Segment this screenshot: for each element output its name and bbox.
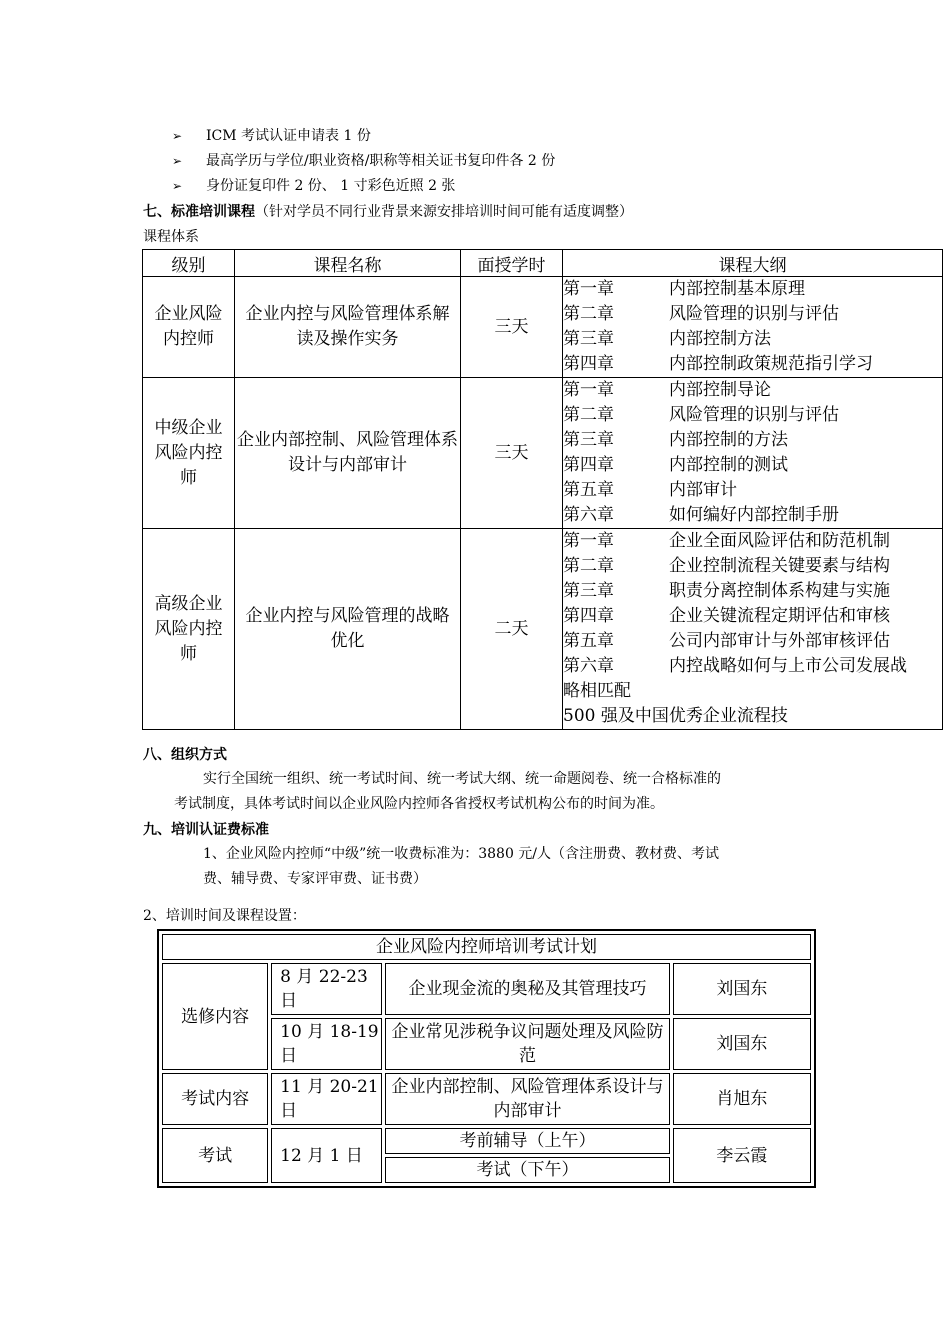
chapter-topic: 风险管理的识别与评估 [669,304,839,324]
section7-heading [143,203,633,221]
table-row [143,378,943,529]
outline-line [563,529,942,554]
level-cell: 中级企业风险内控师 [143,378,235,529]
hours-cell: 三天 [461,277,563,378]
arrow-bullet-icon: ➢ [172,179,183,193]
teacher-cell: 刘国东 [673,1018,811,1070]
chapter-label: 第六章 [563,656,614,676]
chapter-topic: 内部控制政策规范指引学习 [669,354,873,374]
table-row [162,1128,811,1154]
section9-heading [143,821,269,839]
course-cell: 企业现金流的奥秘及其管理技巧 [385,963,669,1015]
chapter-label: 第五章 [563,631,614,651]
outline-cell [563,378,943,529]
session-cell: 考前辅导（上午） [385,1128,669,1154]
header-hours: 面授学时 [461,250,563,277]
chapter-label: 第四章 [563,606,614,626]
outline-line [563,554,942,579]
table-row [162,963,811,1015]
chapter-label: 第一章 [563,531,614,551]
section9-title: 九、培训认证费标准 [143,822,269,838]
requirement-item [172,177,455,195]
header-outline: 课程大纲 [563,250,943,277]
requirement-text: 最高学历与学位/职业资格/职称等相关证书复印件各 2 份 [206,153,556,169]
section7-subtitle: 课程体系 [143,229,199,245]
course-table [142,249,943,730]
requirement-text: ICM 考试认证申请表 1 份 [206,128,371,144]
teacher-cell: 刘国东 [673,963,811,1015]
section8-heading [143,746,227,764]
course-cell: 企业常见涉税争议问题处理及风险防范 [385,1018,669,1070]
chapter-topic: 内部控制方法 [669,329,771,349]
course-name-cell: 企业内部控制、风险管理体系设计与内部审计 [235,378,461,529]
outline-line [563,428,942,453]
outline-cell [563,529,943,730]
hours-cell: 三天 [461,378,563,529]
chapter-topic: 内部控制的测试 [669,455,788,475]
chapter-topic: 企业全面风险评估和防范机制 [669,531,890,551]
chapter-topic: 内部控制导论 [669,380,771,400]
course-name-cell: 企业内控与风险管理的战略优化 [235,529,461,730]
chapter-label: 第三章 [563,329,614,349]
arrow-bullet-icon: ➢ [172,154,183,168]
plan-title-row [162,934,811,960]
section8-body-line2: 考试制度，具体考试时间以企业风险内控师各省授权考试机构公布的时间为准。 [174,796,664,812]
chapter-topic: 风险管理的识别与评估 [669,405,839,425]
requirement-item [172,152,555,170]
table-row [143,529,943,730]
section8-body-line1: 实行全国统一组织、统一考试时间、统一考试大纲、统一命题阅卷、统一合格标准的 [203,771,721,787]
header-course-name: 课程名称 [235,250,461,277]
chapter-label: 第三章 [563,430,614,450]
outline-line [563,378,942,403]
chapter-topic: 公司内部审计与外部审核评估 [669,631,890,651]
chapter-topic: 内控战略如何与上市公司发展战 [669,656,907,676]
course-table-header [143,250,943,277]
outline-line [563,478,942,503]
chapter-label: 第三章 [563,581,614,601]
chapter-label: 第四章 [563,455,614,475]
course-name-cell: 企业内控与风险管理体系解读及操作实务 [235,277,461,378]
schedule-intro: 2、培训时间及课程设置： [143,908,306,924]
outline-line [563,352,942,377]
outline-line: 500 强及中国优秀企业流程技 [563,706,788,726]
outline-line [563,604,942,629]
session-cell: 考试（下午） [385,1157,669,1183]
requirement-item [172,127,371,145]
chapter-topic: 内部控制的方法 [669,430,788,450]
chapter-topic: 内部审计 [669,480,737,500]
date-cell: 8 月 22-23 日 [271,963,382,1015]
level-cell: 高级企业风险内控师 [143,529,235,730]
date-cell: 10 月 18-19 日 [271,1018,382,1070]
chapter-topic: 职责分离控制体系构建与实施 [669,581,890,601]
date-cell: 12 月 1 日 [271,1128,382,1183]
date-cell: 11 月 20-21 日 [271,1073,382,1125]
chapter-topic: 企业控制流程关键要素与结构 [669,556,890,576]
section7-title: 七、标准培训课程 [143,204,255,220]
fee-line1: 1、企业风险内控师“中级”统一收费标准为：3880 元/人（含注册费、教材费、考试 [203,846,720,862]
plan-title: 企业风险内控师培训考试计划 [162,934,811,960]
outline-line [563,302,942,327]
exam-label: 考试 [162,1128,268,1183]
chapter-label: 第六章 [563,505,614,525]
arrow-bullet-icon: ➢ [172,129,183,143]
outline-line [563,503,942,528]
requirement-text: 身份证复印件 2 份、 1 寸彩色近照 2 张 [206,178,456,194]
course-cell: 企业内部控制、风险管理体系设计与内部审计 [385,1073,669,1125]
outline-line [563,579,942,604]
table-row [162,1073,811,1125]
chapter-label: 第一章 [563,279,614,299]
outline-line [563,654,942,679]
chapter-label: 第四章 [563,354,614,374]
outline-line: 略相匹配 [563,681,631,701]
chapter-label: 第二章 [563,405,614,425]
chapter-label: 第二章 [563,304,614,324]
chapter-topic: 如何编好内部控制手册 [669,505,839,525]
chapter-topic: 企业关键流程定期评估和审核 [669,606,890,626]
outline-cell [563,277,943,378]
header-level: 级别 [143,250,235,277]
chapter-label: 第五章 [563,480,614,500]
teacher-cell: 李云霞 [673,1128,811,1183]
outline-line [563,453,942,478]
level-cell: 企业风险内控师 [143,277,235,378]
outline-line [563,327,942,352]
teacher-cell: 肖旭东 [673,1073,811,1125]
outline-line [563,629,942,654]
chapter-label: 第一章 [563,380,614,400]
section8-title: 八、组织方式 [143,747,227,763]
exam-plan-table [157,929,816,1188]
fee-line2: 费、辅导费、专家评审费、证书费） [203,871,427,887]
hours-cell: 二天 [461,529,563,730]
outline-line [563,277,942,302]
chapter-label: 第二章 [563,556,614,576]
table-row [143,277,943,378]
chapter-topic: 内部控制基本原理 [669,279,805,299]
section7-note: （针对学员不同行业背景来源安排培训时间可能有适度调整） [255,204,633,220]
exam-content-label: 考试内容 [162,1073,268,1125]
elective-label: 选修内容 [162,963,268,1070]
outline-line [563,403,942,428]
